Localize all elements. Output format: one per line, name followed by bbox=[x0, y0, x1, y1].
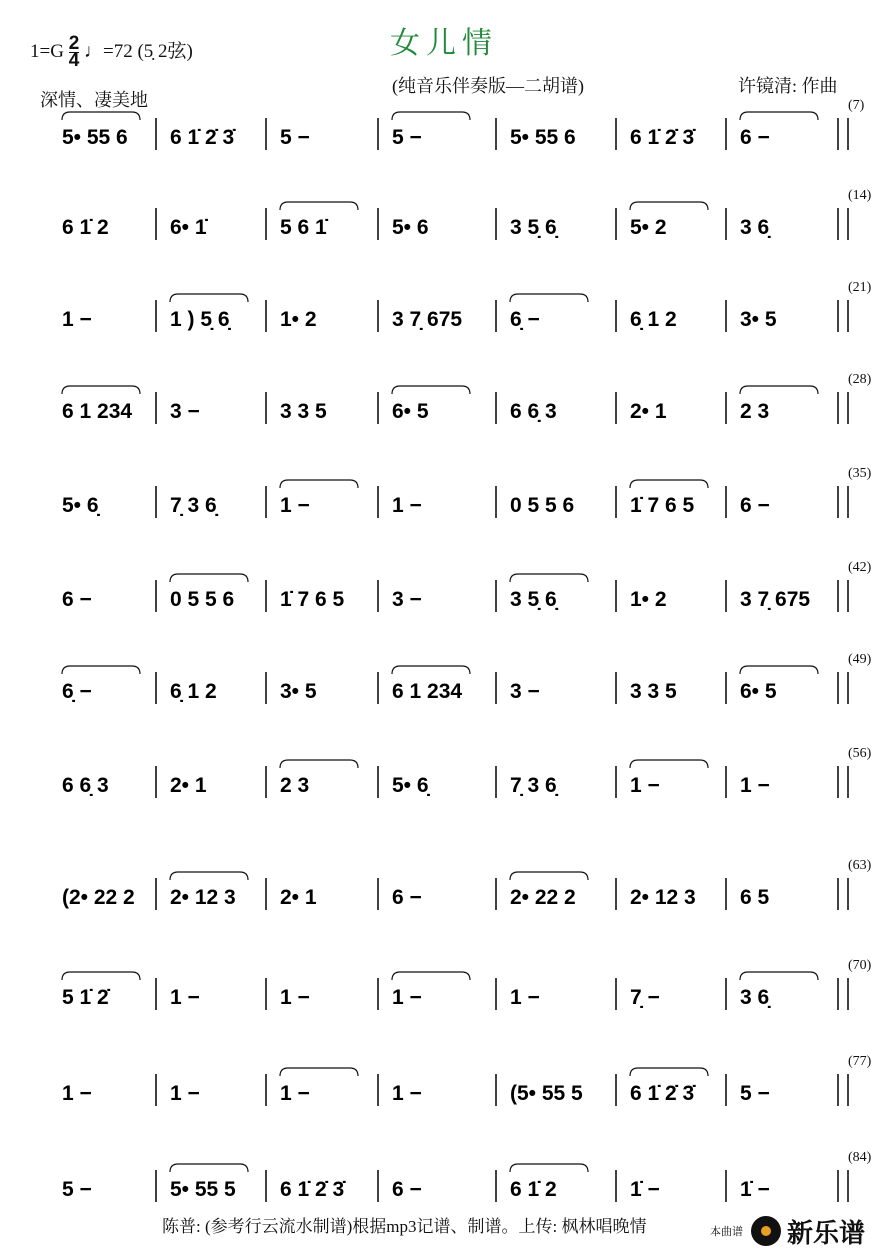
measure-notes: 5• 2 bbox=[630, 216, 667, 239]
tuning-marking: (5̣ 2弦) bbox=[137, 41, 193, 62]
brand-block bbox=[710, 1214, 865, 1248]
measure-notes: 6̣ − bbox=[510, 308, 540, 331]
measure-notes: 5• 55 6 bbox=[510, 126, 576, 149]
slur bbox=[740, 666, 818, 674]
score-line bbox=[0, 466, 888, 562]
measure-notes: 1 − bbox=[392, 1082, 422, 1105]
score-line-svg bbox=[0, 858, 888, 954]
score-line bbox=[0, 652, 888, 748]
measure-notes: 6 5 bbox=[740, 886, 770, 909]
slur bbox=[170, 872, 248, 880]
measure-notes: 1 − bbox=[510, 986, 540, 1009]
measure-notes: 3 6̣ bbox=[740, 216, 770, 239]
score-line-svg bbox=[0, 652, 888, 748]
score-line-svg bbox=[0, 98, 888, 194]
measure-notes: 1̇ − bbox=[740, 1178, 770, 1201]
measure-notes: 6 1 234 bbox=[62, 400, 133, 423]
measure-number: (84) bbox=[848, 1150, 872, 1165]
measure-notes: 6 − bbox=[392, 886, 422, 909]
measure-notes: 3 7̣ 675 bbox=[392, 308, 463, 331]
measure-notes: (2• 22 2 bbox=[62, 886, 135, 909]
measure-notes: 2 3 bbox=[740, 400, 770, 423]
score-line bbox=[0, 746, 888, 842]
slur bbox=[630, 1068, 708, 1076]
measure-notes: 3 3 5 bbox=[280, 400, 327, 423]
slur bbox=[392, 112, 470, 120]
measure-notes: 5 1̇ 2̇ bbox=[62, 986, 109, 1009]
slur bbox=[510, 872, 588, 880]
measure-notes: 3• 5 bbox=[280, 680, 317, 703]
score-line bbox=[0, 560, 888, 656]
slur bbox=[62, 666, 140, 674]
measure-notes: 6 − bbox=[392, 1178, 422, 1201]
measure-notes: 6 1̇ 2̇ 3̇ bbox=[630, 1082, 695, 1105]
measure-notes: 0 5 5 6 bbox=[510, 494, 575, 517]
slur bbox=[510, 294, 588, 302]
measure-notes: 5• 6̣ bbox=[62, 494, 99, 517]
measure-notes: 1 − bbox=[62, 1082, 92, 1105]
measure-notes: 5• 55 6 bbox=[62, 126, 128, 149]
key-tempo-block bbox=[30, 33, 193, 72]
measure-number: (35) bbox=[848, 466, 872, 481]
score-line-svg bbox=[0, 280, 888, 376]
measure-notes: 7̣ 3 6̣ bbox=[170, 494, 217, 517]
score-line-svg bbox=[0, 466, 888, 562]
brand-name: 新乐谱 bbox=[787, 1218, 866, 1249]
measure-notes: 1• 2 bbox=[630, 588, 667, 611]
measure-notes: 1̇ 7 6 5 bbox=[630, 494, 695, 517]
time-signature bbox=[68, 33, 80, 72]
measure-notes: 2• 1 bbox=[280, 886, 317, 909]
score-line-svg bbox=[0, 188, 888, 284]
measure-notes: 1 − bbox=[280, 1082, 310, 1105]
measure-notes: 5 − bbox=[740, 1082, 770, 1105]
measure-notes: 6 1̇ 2̇ 3̇ bbox=[280, 1178, 345, 1201]
measure-number: (56) bbox=[848, 746, 872, 761]
measure-notes: 2• 12 3 bbox=[630, 886, 696, 909]
brand-small-text: 本曲谱 bbox=[710, 1226, 743, 1238]
slur bbox=[630, 760, 708, 768]
measure-notes: 6̣ 1 2 bbox=[170, 680, 217, 703]
score-line bbox=[0, 98, 888, 194]
measure-notes: 6• 5 bbox=[392, 400, 429, 423]
measure-notes: 6 1 234 bbox=[392, 680, 463, 703]
expression-marking: 深情、凄美地 bbox=[40, 90, 148, 110]
measure-notes: 2• 22 2 bbox=[510, 886, 576, 909]
score-line-svg bbox=[0, 958, 888, 1054]
slur bbox=[510, 1164, 588, 1172]
record-disc-icon bbox=[751, 1216, 781, 1246]
composer-credit: 许镜清: 作曲 bbox=[738, 76, 838, 96]
slur bbox=[740, 112, 818, 120]
measure-notes: 2• 1 bbox=[630, 400, 667, 423]
measure-notes: 5 − bbox=[392, 126, 422, 149]
measure-notes: 6 − bbox=[740, 126, 770, 149]
measure-notes: 6 6̣ 3 bbox=[510, 400, 557, 423]
measure-notes: 1 − bbox=[280, 494, 310, 517]
measure-notes: 7̣ 3 6̣ bbox=[510, 774, 557, 797]
time-numerator: 2 bbox=[68, 33, 80, 55]
measure-notes: 5• 55 5 bbox=[170, 1178, 236, 1201]
measure-notes: 1 − bbox=[740, 774, 770, 797]
measure-notes: 1̇ 7 6 5 bbox=[280, 588, 345, 611]
measure-notes: 1 − bbox=[62, 308, 92, 331]
measure-number: (70) bbox=[848, 958, 872, 973]
score-line-svg bbox=[0, 372, 888, 468]
measure-notes: 1 − bbox=[630, 774, 660, 797]
slur bbox=[392, 386, 470, 394]
measure-notes: 5• 6 bbox=[392, 216, 429, 239]
slur bbox=[280, 760, 358, 768]
slur bbox=[62, 972, 140, 980]
measure-notes: 6 1̇ 2̇ 3̇ bbox=[630, 126, 695, 149]
time-denominator: 4 bbox=[68, 50, 80, 72]
measure-notes: 1 − bbox=[170, 1082, 200, 1105]
measure-number: (42) bbox=[848, 560, 872, 575]
score-line bbox=[0, 958, 888, 1054]
measure-notes: 1 − bbox=[392, 986, 422, 1009]
measure-notes: 6• 5 bbox=[740, 680, 777, 703]
score-line-svg bbox=[0, 746, 888, 842]
measure-notes: 1 − bbox=[280, 986, 310, 1009]
slur bbox=[280, 1068, 358, 1076]
subtitle: (纯音乐伴奏版—二胡谱) bbox=[392, 76, 584, 96]
slur bbox=[740, 972, 818, 980]
measure-notes: 6 1̇ 2̇ 3̇ bbox=[170, 126, 235, 149]
measure-notes: 6 1̇ 2 bbox=[510, 1178, 557, 1201]
slur bbox=[170, 574, 248, 582]
measure-notes: 3 5̣ 6̣ bbox=[510, 588, 557, 611]
slur bbox=[62, 112, 140, 120]
measure-notes: 3• 5 bbox=[740, 308, 777, 331]
slur bbox=[392, 972, 470, 980]
slur bbox=[740, 386, 818, 394]
measure-notes: 6̣ 1 2 bbox=[630, 308, 677, 331]
measure-number: (28) bbox=[848, 372, 872, 387]
slur bbox=[630, 480, 708, 488]
measure-number: (14) bbox=[848, 188, 872, 203]
measure-notes: 2 3 bbox=[280, 774, 310, 797]
measure-notes: 6 − bbox=[740, 494, 770, 517]
slur bbox=[170, 1164, 248, 1172]
slur bbox=[280, 202, 358, 210]
measure-notes: 1̇ − bbox=[630, 1178, 660, 1201]
measure-notes: 6 1̇ 2 bbox=[62, 216, 109, 239]
score-line-svg bbox=[0, 560, 888, 656]
slur bbox=[630, 202, 708, 210]
measure-notes: 5 6 1̇ bbox=[280, 216, 327, 239]
measure-notes: 5• 6̣ bbox=[392, 774, 429, 797]
measure-notes: (5• 55 5 bbox=[510, 1082, 583, 1105]
measure-notes: 5 − bbox=[280, 126, 310, 149]
tempo-marking: ♩=72 bbox=[84, 41, 133, 62]
measure-notes: 2• 12 3 bbox=[170, 886, 236, 909]
score-line bbox=[0, 280, 888, 376]
slur bbox=[280, 480, 358, 488]
measure-notes: 5 − bbox=[62, 1178, 92, 1201]
measure-notes: 3 − bbox=[392, 588, 422, 611]
measure-notes: 1• 2 bbox=[280, 308, 317, 331]
measure-notes: 3 − bbox=[170, 400, 200, 423]
score-line-svg bbox=[0, 1054, 888, 1150]
measure-notes: 3 5̣ 6̣ bbox=[510, 216, 557, 239]
score-line bbox=[0, 372, 888, 468]
measure-notes: 6 6̣ 3 bbox=[62, 774, 109, 797]
slur bbox=[170, 294, 248, 302]
measure-notes: 1 − bbox=[170, 986, 200, 1009]
measure-number: (77) bbox=[848, 1054, 872, 1069]
score-line bbox=[0, 188, 888, 284]
slur bbox=[392, 666, 470, 674]
measure-notes: 3 6̣ bbox=[740, 986, 770, 1009]
slur bbox=[62, 386, 140, 394]
measure-number: (63) bbox=[848, 858, 872, 873]
footer-credit: 陈普: (参考行云流水制谱)根据mp3记谱、制谱。上传: 枫林唱晚情 bbox=[162, 1217, 647, 1236]
measure-notes: 6 − bbox=[62, 588, 92, 611]
measure-notes: 1 − bbox=[392, 494, 422, 517]
measure-notes: 3 7̣ 675 bbox=[740, 588, 811, 611]
measure-notes: 1 ) 5̣ 6̣ bbox=[170, 308, 230, 331]
score-line bbox=[0, 1054, 888, 1150]
measure-number: (49) bbox=[848, 652, 872, 667]
measure-notes: 3 3 5 bbox=[630, 680, 677, 703]
measure-number: (21) bbox=[848, 280, 872, 295]
measure-notes: 6̣ − bbox=[62, 680, 92, 703]
measure-notes: 0 5 5 6 bbox=[170, 588, 235, 611]
key-signature: 1=G bbox=[30, 41, 64, 62]
score-line bbox=[0, 858, 888, 954]
measure-notes: 3 − bbox=[510, 680, 540, 703]
song-title: 女儿情 bbox=[390, 26, 498, 61]
slur bbox=[510, 574, 588, 582]
measure-notes: 6• 1̇ bbox=[170, 216, 207, 239]
measure-notes: 2• 1 bbox=[170, 774, 207, 797]
measure-number: (7) bbox=[848, 98, 865, 113]
measure-notes: 7̣ − bbox=[630, 986, 660, 1009]
